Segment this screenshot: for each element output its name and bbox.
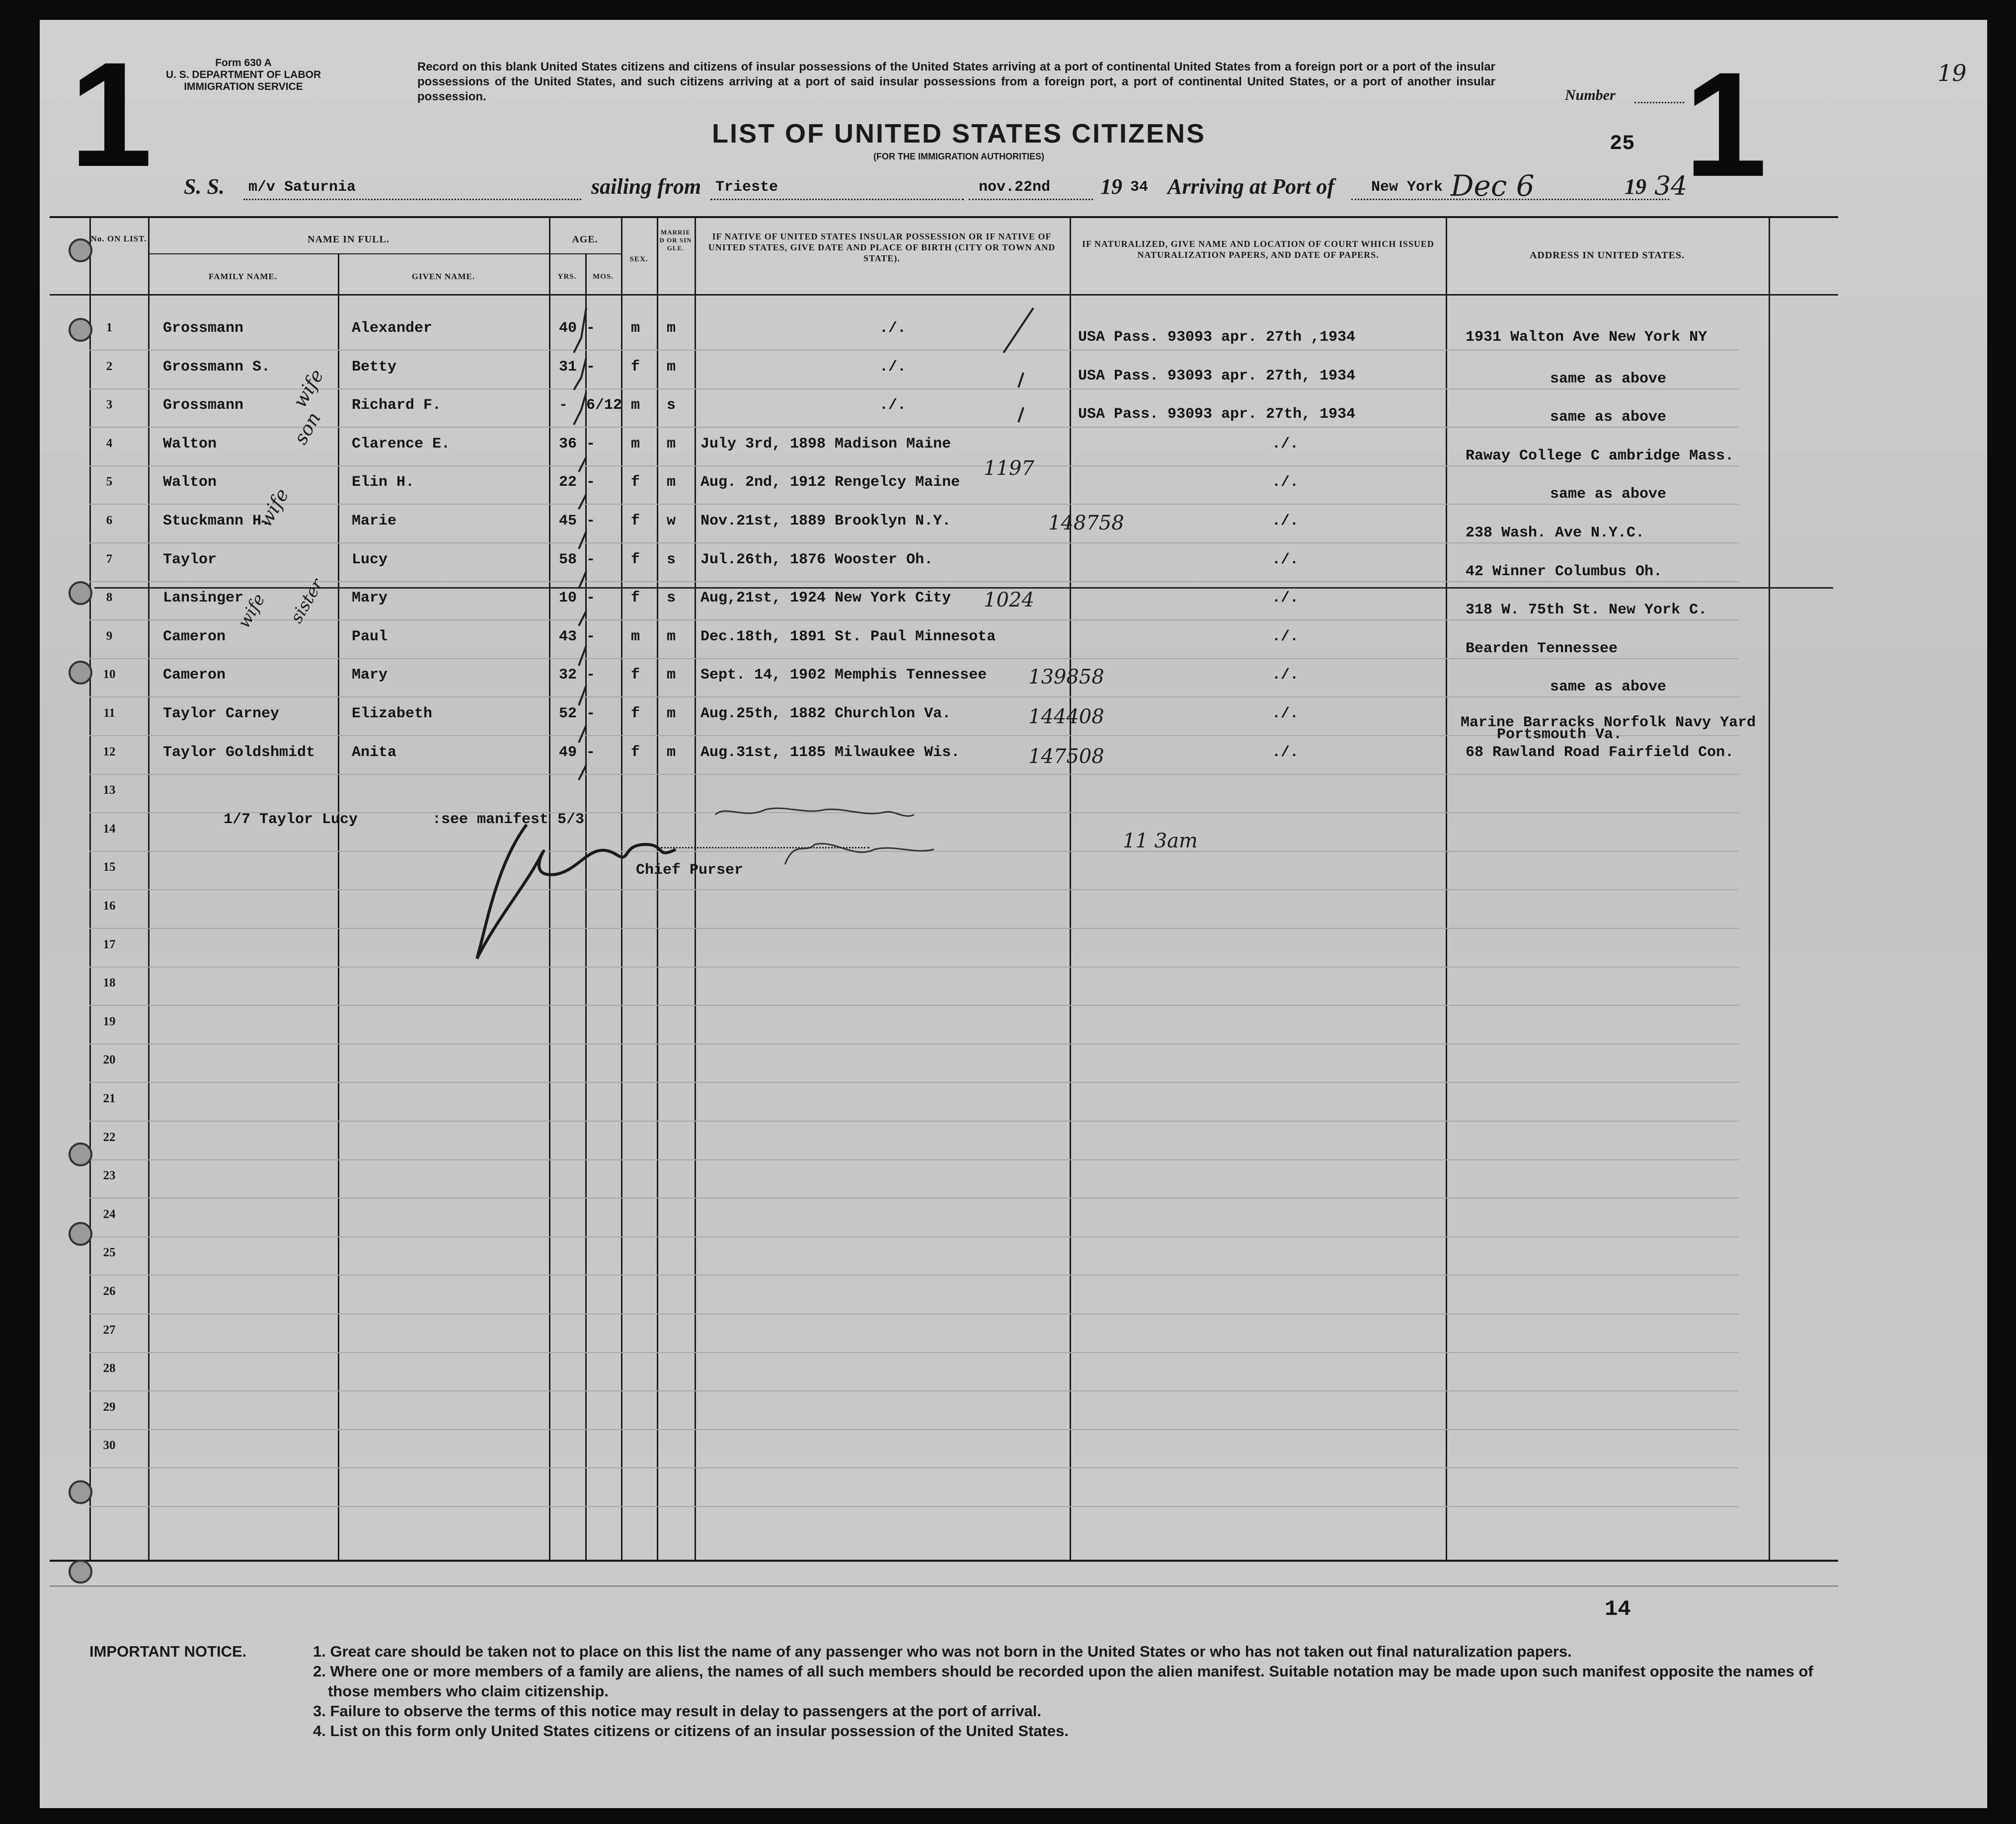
cell-marital: w xyxy=(667,513,676,530)
row-number: 8 xyxy=(106,591,113,604)
cell-sex: m xyxy=(631,628,640,645)
row-number: 12 xyxy=(103,745,116,759)
cell-family: Grossmann S. xyxy=(163,359,271,376)
arrival-date-handwritten: Dec 6 xyxy=(1451,169,1535,203)
cell-birth: Aug,21st, 1924 New York City xyxy=(700,590,951,607)
chief-purser-label: Chief Purser xyxy=(636,862,744,879)
cell-sex: m xyxy=(631,320,640,337)
col-no-on-list: No. ON LIST. xyxy=(90,234,147,243)
cell-sex: f xyxy=(631,551,640,568)
hw-number-6: 147508 xyxy=(1028,745,1104,768)
notice-items xyxy=(313,1642,1813,1741)
cell-birth: Aug.25th, 1882 Churchlon Va. xyxy=(700,705,951,722)
notice-item-1: 1. Great care should be taken not to place on this list the name of any passenger who was not born in the United States or who has not taken out final naturalization papers. xyxy=(313,1643,1572,1660)
col-naturalized-info: IF NATURALIZED, GIVE NAME AND LOCATION OF COURT WHICH ISSUED NATURALIZATION PAPERS, AND DATE OF PAPERS. xyxy=(1082,239,1434,260)
cell-family: Grossmann xyxy=(163,320,244,337)
cell-birth: ./. xyxy=(879,359,907,376)
hw-number-4: 139858 xyxy=(1028,666,1104,688)
row-number: 17 xyxy=(103,938,116,951)
page-subtitle: (FOR THE IMMIGRATION AUTHORITIES) xyxy=(873,152,1044,161)
row-number: 19 xyxy=(103,1015,116,1028)
cell-given: Marie xyxy=(352,513,397,530)
cell-marital: m xyxy=(667,474,676,491)
manifest-sheet xyxy=(40,20,1987,1808)
cell-mos: - xyxy=(586,744,596,761)
cell-mos: - xyxy=(586,705,596,722)
cell-given: Elin H. xyxy=(352,474,415,491)
row-number: 5 xyxy=(106,475,113,488)
hw-relation-4: wife xyxy=(233,590,269,632)
arrival-year-handwritten: 34 xyxy=(1654,171,1688,201)
punch-hole xyxy=(69,1222,92,1246)
hw-number-2: 148758 xyxy=(1048,512,1124,534)
department-label: U. S. DEPARTMENT OF LABOR xyxy=(165,69,321,80)
row-number: 10 xyxy=(103,668,116,681)
form-number: Form 630 A xyxy=(215,57,272,69)
cell-address: same as above xyxy=(1550,409,1667,426)
cell-yrs: 49 xyxy=(559,744,577,761)
cell-family: Grossmann xyxy=(163,397,244,414)
sailing-from-label: sailing from xyxy=(591,174,701,199)
cell-address: 42 Winner Columbus Oh. xyxy=(1466,563,1663,580)
departure-port: Trieste xyxy=(715,179,778,196)
cell-given: Mary xyxy=(352,590,388,607)
cell-mos: - xyxy=(586,628,596,645)
cell-address: 1931 Walton Ave New York NY xyxy=(1466,329,1707,346)
cell-mos: - xyxy=(586,359,596,376)
punch-hole xyxy=(69,238,92,262)
cell-naturalized: ./. xyxy=(1272,628,1299,645)
cell-sex: f xyxy=(631,667,640,684)
row-number: 9 xyxy=(106,629,113,643)
cell-marital: m xyxy=(667,705,676,722)
hw-number-1: 1197 xyxy=(984,457,1034,480)
cell-birth: Aug. 2nd, 1912 Rengelcy Maine xyxy=(700,474,960,491)
hw-number-5: 144408 xyxy=(1028,705,1104,728)
cell-birth: ./. xyxy=(879,397,907,414)
cell-marital: m xyxy=(667,436,676,453)
cell-yrs: 22 xyxy=(559,474,577,491)
cell-address: same as above xyxy=(1550,679,1667,695)
big-list-number-left: 1 xyxy=(70,31,153,198)
cell-address: Raway College C ambridge Mass. xyxy=(1466,448,1734,464)
col-given-name: GIVEN NAME. xyxy=(411,272,475,281)
cell-sex: f xyxy=(631,705,640,722)
big-list-number-right: 1 xyxy=(1684,41,1767,208)
cell-mos: - xyxy=(586,667,596,684)
col-married-single: MARRIED OR SINGLE. xyxy=(659,228,692,252)
cell-naturalized: USA Pass. 93093 apr. 27th, 1934 xyxy=(1078,406,1356,423)
cell-given: Elizabeth xyxy=(352,705,433,722)
purser-signature xyxy=(467,795,1013,969)
cell-given: Anita xyxy=(352,744,397,761)
row-number: 7 xyxy=(106,552,113,566)
hw-relation-2: son xyxy=(289,408,325,448)
punch-hole xyxy=(69,581,92,605)
service-label: IMMIGRATION SERVICE xyxy=(184,81,303,92)
notice-heading: IMPORTANT NOTICE. xyxy=(89,1643,247,1660)
col-birth-info: IF NATIVE OF UNITED STATES INSULAR POSSESSION OR IF NATIVE OF UNITED STATES, GIVE DATE AND PLACE OF BIRTH (CITY OR TOWN AND STATE). xyxy=(708,231,1056,263)
ship-name: m/v Saturnia xyxy=(248,179,356,196)
cell-naturalized: ./. xyxy=(1272,513,1299,530)
row-number: 18 xyxy=(103,976,116,989)
cell-birth: Dec.18th, 1891 St. Paul Minnesota xyxy=(700,628,996,645)
cell-naturalized: ./. xyxy=(1272,590,1299,607)
row-number: 23 xyxy=(103,1169,116,1182)
cell-family: Stuckmann H. xyxy=(163,513,271,530)
cell-naturalized: ./. xyxy=(1272,744,1299,761)
cell-sex: m xyxy=(631,436,640,453)
cell-birth: Sept. 14, 1902 Memphis Tennessee xyxy=(700,667,987,684)
arrival-port: New York xyxy=(1371,179,1443,196)
cell-yrs: 31 xyxy=(559,359,577,376)
punch-hole xyxy=(69,661,92,684)
arriving-label: Arriving at Port of xyxy=(1167,174,1335,199)
page-mark: 19 xyxy=(1938,60,1967,86)
row-number: 25 xyxy=(103,1246,116,1259)
cell-mos: - xyxy=(586,320,596,337)
cell-marital: s xyxy=(667,551,676,568)
signature-time-note: 11 3am xyxy=(1123,830,1198,852)
hw-number-3: 1024 xyxy=(984,589,1034,611)
notice-item-4: 4. List on this form only United States citizens or citizens of an insular possession of the United States. xyxy=(313,1722,1069,1740)
row-number: 3 xyxy=(106,398,113,411)
cell-family: Cameron xyxy=(163,667,226,684)
cell-yrs: 10 xyxy=(559,590,577,607)
cell-naturalized: ./. xyxy=(1272,474,1299,491)
row-number: 21 xyxy=(103,1092,116,1105)
col-name-in-full: NAME IN FULL. xyxy=(308,234,389,245)
cell-address: same as above xyxy=(1550,371,1667,387)
row-number: 20 xyxy=(103,1053,116,1066)
row-number: 4 xyxy=(106,437,113,450)
cell-address: same as above xyxy=(1550,486,1667,503)
row-number: 15 xyxy=(103,860,116,874)
notice-item-3: 3. Failure to observe the terms of this notice may result in delay to passengers at the port of arrival. xyxy=(313,1702,1042,1720)
cell-yrs: - xyxy=(559,397,568,414)
cell-marital: m xyxy=(667,359,676,376)
cell-address: Bearden Tennessee xyxy=(1466,640,1618,657)
col-age-mos: MOS. xyxy=(593,273,614,281)
row-number: 28 xyxy=(103,1362,116,1375)
cell-address: 68 Rawland Road Fairfield Con. xyxy=(1466,744,1734,761)
col-sex: SEX. xyxy=(629,255,648,263)
cell-marital: s xyxy=(667,590,676,607)
address-11-top: Portsmouth Va. xyxy=(1497,726,1623,743)
cell-naturalized: USA Pass. 93093 apr. 27th ,1934 xyxy=(1078,329,1356,346)
cell-given: Mary xyxy=(352,667,388,684)
cell-sex: f xyxy=(631,590,640,607)
ss-label: S. S. xyxy=(184,174,225,199)
cell-mos: - xyxy=(586,436,596,453)
cell-family: Walton xyxy=(163,474,217,491)
cell-marital: m xyxy=(667,320,676,337)
cell-family: Taylor Carney xyxy=(163,705,280,722)
punch-hole xyxy=(69,1560,92,1584)
cell-given: Paul xyxy=(352,628,388,645)
cell-sex: f xyxy=(631,474,640,491)
cell-given: Clarence E. xyxy=(352,436,451,453)
row-number: 2 xyxy=(106,360,113,373)
cell-sex: f xyxy=(631,744,640,761)
page-number-bottom: 14 xyxy=(1605,1597,1631,1622)
cell-marital: m xyxy=(667,667,676,684)
cell-sex: f xyxy=(631,513,640,530)
cell-birth: Jul.26th, 1876 Wooster Oh. xyxy=(700,551,933,568)
cell-yrs: 58 xyxy=(559,551,577,568)
punch-hole xyxy=(69,318,92,342)
cell-mos: - xyxy=(586,513,596,530)
cell-marital: m xyxy=(667,744,676,761)
cell-naturalized: ./. xyxy=(1272,667,1299,684)
col-age-yrs: YRS. xyxy=(557,273,577,281)
cell-birth: Nov.21st, 1889 Brooklyn N.Y. xyxy=(700,513,951,530)
number-label: Number xyxy=(1565,87,1616,103)
cell-given: Richard F. xyxy=(352,397,442,414)
row-number: 22 xyxy=(103,1131,116,1144)
cell-address: 318 W. 75th St. New York C. xyxy=(1466,602,1707,618)
row-number: 30 xyxy=(103,1439,116,1452)
cell-naturalized: ./. xyxy=(1272,436,1299,453)
page-title: LIST OF UNITED STATES CITIZENS xyxy=(712,119,1206,149)
cell-family: Taylor Goldshmidt xyxy=(163,744,315,761)
check-marks xyxy=(527,298,1172,795)
cell-sex: m xyxy=(631,397,640,414)
form-identification xyxy=(139,57,348,93)
row-number: 29 xyxy=(103,1400,116,1414)
cell-naturalized: USA Pass. 93093 apr. 27th, 1934 xyxy=(1078,368,1356,384)
cell-given: Lucy xyxy=(352,551,388,568)
cell-marital: s xyxy=(667,397,676,414)
cell-family: Cameron xyxy=(163,628,226,645)
row-number: 13 xyxy=(103,783,116,797)
col-address: ADDRESS IN UNITED STATES. xyxy=(1529,250,1685,261)
line-13-note: :see manifest 5/3 xyxy=(432,811,585,828)
row-number: 26 xyxy=(103,1285,116,1298)
row-number: 24 xyxy=(103,1208,116,1221)
cell-mos: - xyxy=(586,551,596,568)
row-number: 27 xyxy=(103,1323,116,1337)
notice-item-2: 2. Where one or more members of a family are aliens, the names of all such members should be recorded upon the alien manifest. Suitable notation may be made upon such manifest opposite the names of those members who claim citizenship. xyxy=(313,1663,1813,1700)
arrival-year-prefix: 19 xyxy=(1625,174,1646,199)
punch-hole xyxy=(69,1142,92,1166)
cell-given: Betty xyxy=(352,359,397,376)
cell-yrs: 32 xyxy=(559,667,577,684)
cell-naturalized: ./. xyxy=(1272,705,1299,722)
cell-sex: f xyxy=(631,359,640,376)
cell-address: Marine Barracks Norfolk Navy Yard xyxy=(1461,714,1756,731)
hw-relation-3: wife xyxy=(254,484,293,531)
cell-address: 238 Wash. Ave N.Y.C. xyxy=(1466,525,1645,541)
cell-mos: 6/12 xyxy=(586,397,622,414)
departure-date: nov.22nd xyxy=(979,179,1051,196)
cell-marital: m xyxy=(667,628,676,645)
row-number: 16 xyxy=(103,899,116,912)
hw-relation-1: wife xyxy=(289,365,328,412)
cell-yrs: 43 xyxy=(559,628,577,645)
line-13-reference: 1/7 Taylor Lucy xyxy=(224,811,358,828)
cell-yrs: 52 xyxy=(559,705,577,722)
cell-mos: - xyxy=(586,590,596,607)
cell-mos: - xyxy=(586,474,596,491)
row-number: 6 xyxy=(106,514,113,527)
col-family-name: FAMILY NAME. xyxy=(209,272,277,281)
departure-year-prefix: 19 xyxy=(1100,174,1122,199)
cell-family: Lansinger xyxy=(163,590,244,607)
cell-family: Walton xyxy=(163,436,217,453)
row-number: 1 xyxy=(106,321,113,334)
record-notice: Record on this blank United States citizens and citizens of insular possessions of the United States arriving at a port of continental United States from a foreign port or a port of the insular possessions of the United States, and such citizens arriving at a port of said insular possessions from a foreign port, a port of continental United States, or a port of another insular possession. xyxy=(417,60,1495,103)
cell-given: Alexander xyxy=(352,320,433,337)
departure-year: 34 xyxy=(1130,179,1149,196)
cell-birth: Aug.31st, 1185 Milwaukee Wis. xyxy=(700,744,960,761)
number-value: 25 xyxy=(1610,132,1635,155)
cell-family: Taylor xyxy=(163,551,217,568)
punch-hole xyxy=(69,1480,92,1504)
row-number: 14 xyxy=(103,822,116,836)
cell-yrs: 36 xyxy=(559,436,577,453)
row-number: 11 xyxy=(103,706,115,720)
cell-birth: July 3rd, 1898 Madison Maine xyxy=(700,436,951,453)
col-age: AGE. xyxy=(572,234,598,245)
cell-naturalized: ./. xyxy=(1272,551,1299,568)
hw-relation-5: sister xyxy=(286,575,328,627)
cell-yrs: 45 xyxy=(559,513,577,530)
cell-birth: ./. xyxy=(879,320,907,337)
cell-yrs: 40 xyxy=(559,320,577,337)
